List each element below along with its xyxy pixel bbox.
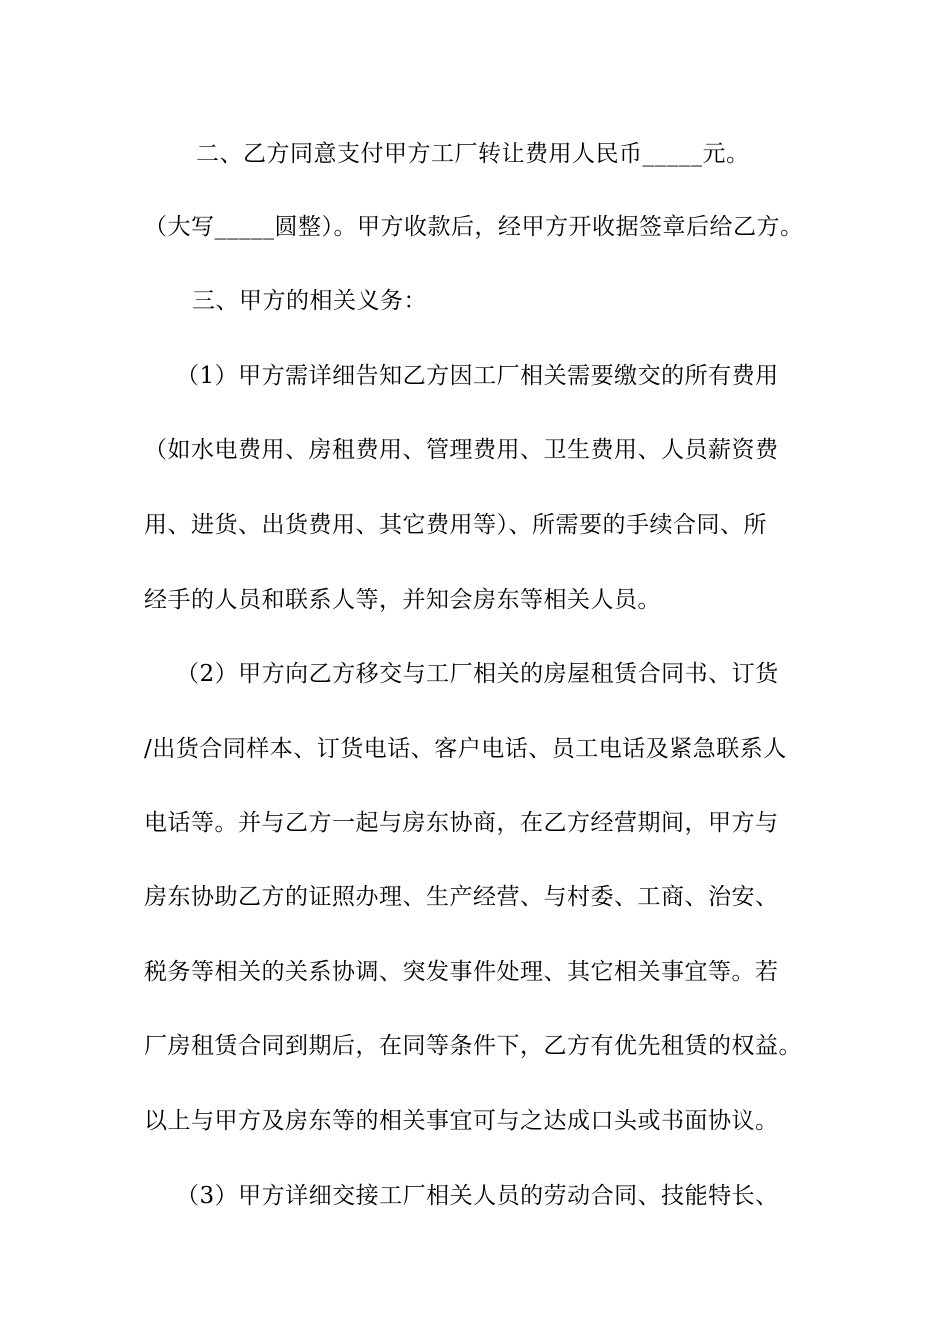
clause-2-line-2: （大写_____圆整）。甲方收款后，经甲方开收据签章后给乙方。 bbox=[144, 214, 804, 240]
item-2-line-2: /出货合同样本、订货电话、客户电话、员工电话及紧急联系人 bbox=[144, 736, 787, 762]
item-2-line-5: 税务等相关的关系协调、突发事件处理、其它相关事宜等。若 bbox=[144, 959, 779, 985]
item-3-line-1: （3）甲方详细交接工厂相关人员的劳动合同、技能特长、 bbox=[176, 1183, 779, 1209]
item-2-line-7: 以上与甲方及房东等的相关事宜可与之达成口头或书面协议。 bbox=[144, 1108, 779, 1134]
item-1-line-3: 用、进货、出货费用、其它费用等）、所需要的手续合同、所 bbox=[144, 512, 767, 538]
clause-2-line-1: 二、乙方同意支付甲方工厂转让费用人民币_____元。 bbox=[196, 141, 750, 167]
clause-3-heading: 三、甲方的相关义务： bbox=[192, 288, 427, 314]
item-2-line-3: 电话等。并与乙方一起与房东协商，在乙方经营期间，甲方与 bbox=[144, 810, 779, 836]
item-1-line-1: （1）甲方需详细告知乙方因工厂相关需要缴交的所有费用 bbox=[176, 363, 779, 389]
item-2-line-1: （2）甲方向乙方移交与工厂相关的房屋租赁合同书、订货 bbox=[176, 661, 779, 687]
item-1-line-2: （如水电费用、房租费用、管理费用、卫生费用、人员薪资费 bbox=[144, 437, 779, 463]
item-1-line-4: 经手的人员和联系人等，并知会房东等相关人员。 bbox=[144, 587, 661, 613]
item-2-line-6: 厂房租赁合同到期后，在同等条件下，乙方有优先租赁的权益。 bbox=[144, 1033, 802, 1059]
item-2-line-4: 房东协助乙方的证照办理、生产经营、与村委、工商、治安、 bbox=[144, 884, 779, 910]
